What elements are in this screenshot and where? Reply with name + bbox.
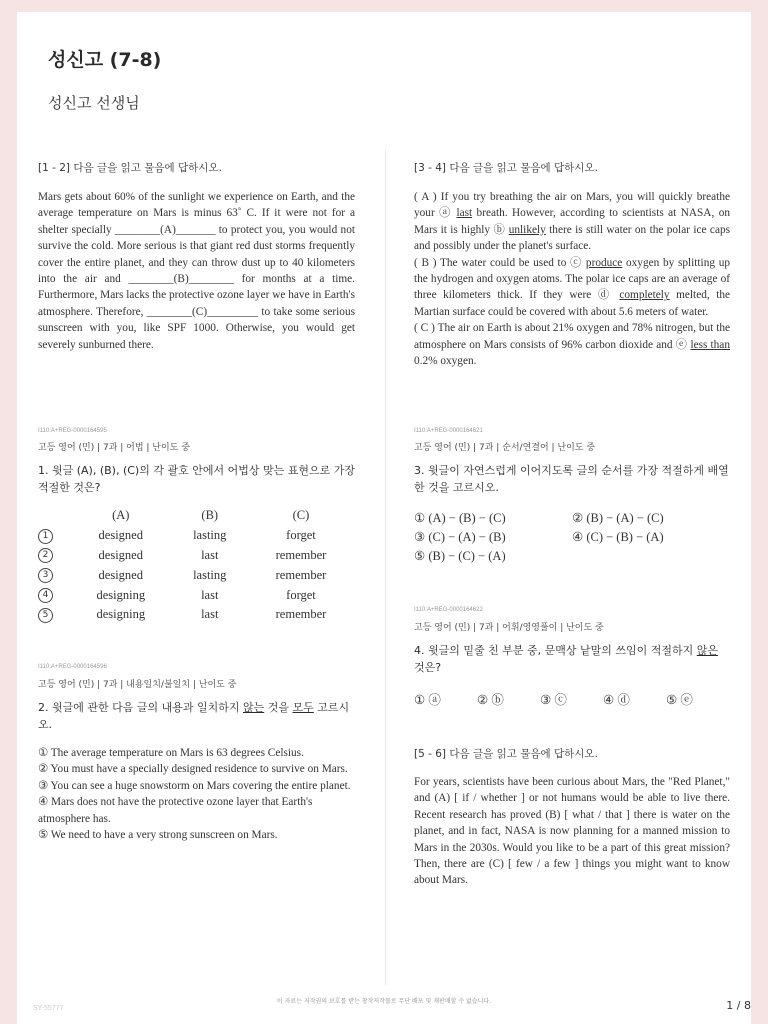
watermark-bottom: SY-55777 (33, 1005, 64, 1012)
question-emphasis: 않는 (243, 701, 265, 714)
q3-option-3[interactable]: ③ (C) − (A) − (B) (414, 530, 506, 544)
option-row-1[interactable] (38, 526, 356, 546)
q4-option-4[interactable]: ④ ⓓ (603, 693, 630, 707)
question-1-meta: 고등 영어 (민) | 7과 | 어법 | 난이도 중 (38, 443, 190, 453)
option-cell: forget (286, 528, 316, 543)
question-4-text (414, 642, 732, 676)
option-row-5[interactable] (38, 605, 356, 625)
passage-text: 0.2% oxygen. (414, 355, 477, 368)
option-number: 4 (38, 588, 53, 603)
underlined-word-b: unlikely (508, 223, 546, 236)
passage-text: melted, the Martian surface could be covered with about 5.6 meters of water. (414, 289, 731, 318)
copyright-notice: 이 자료는 저작권의 보호를 받는 창작저작물로 무단 배포 및 재판매할 수 없습니다. (276, 998, 492, 1005)
question-3-text: 3. 윗글이 자연스럽게 이어지도록 글의 순서를 가장 적절하게 배열한 것을 고르시오. (414, 464, 729, 494)
option-number: 1 (38, 529, 53, 544)
statement-4[interactable]: ④ Mars does not have the protective ozone layer that Earth's atmosphere has. (38, 796, 313, 825)
passage-paragraph-b (414, 255, 730, 321)
question-text-part: 2. 윗글에 관한 다음 글의 내용과 일치하지 (38, 701, 243, 714)
underlined-word-c: produce (585, 256, 623, 269)
question-3-id: I110:A+REG-0000164621 (414, 428, 483, 434)
question-text-part: 고르시오. (38, 701, 350, 731)
q3-option-5[interactable]: ⑤ (B) − (C) − (A) (414, 549, 506, 563)
q4-option-3[interactable]: ③ ⓒ (540, 693, 567, 707)
option-number: 3 (38, 568, 53, 583)
option-number: 5 (38, 608, 53, 623)
marker-e: ⓔ (675, 338, 688, 351)
marker-b: ⓑ (493, 223, 506, 236)
q4-option-5[interactable]: ⑤ ⓔ (666, 693, 693, 707)
passage-text: there is still water on the polar ice caps and possibly under the planet's surface. (414, 223, 730, 253)
statement-5[interactable]: ⑤ We need to have a very strong sunscreen on Mars. (38, 829, 278, 842)
option-cell: last (201, 547, 219, 562)
column-header-a: (A) (112, 508, 130, 523)
option-row-2[interactable] (38, 546, 356, 566)
question-emphasis: 않은 (696, 644, 718, 657)
underlined-word-e: less than (690, 338, 730, 351)
option-cell: forget (286, 587, 316, 602)
question-4-id: I110:A+REG-0000164622 (414, 607, 483, 613)
option-cell: designing (96, 607, 146, 622)
statement-1[interactable]: ① The average temperature on Mars is 63 degrees Celsius. (38, 747, 304, 759)
passage-mars-air (414, 189, 730, 369)
q3-option-2[interactable]: ② (B) − (A) − (C) (572, 511, 664, 525)
option-row-4[interactable] (38, 585, 356, 605)
passage-paragraph-a (414, 189, 730, 255)
option-cell: remember (275, 567, 327, 582)
option-cell: lasting (193, 528, 227, 543)
question-4-meta: 고등 영어 (민) | 7과 | 어휘/영영풀이 | 난이도 중 (414, 623, 604, 633)
passage-red-planet (414, 774, 730, 889)
option-cell: designing (96, 587, 146, 602)
instruction-3-4: [3 - 4] 다음 글을 읽고 물음에 답하시오. (414, 162, 598, 174)
instruction-5-6: [5 - 6] 다음 글을 읽고 물음에 답하시오. (414, 748, 598, 760)
question-text-part: 4. 윗글의 밑줄 친 부분 중, 문맥상 낱말의 쓰임이 적절하지 (414, 644, 697, 657)
passage-text: breath. However, according to scientists at NASA, on Mars it is highly (414, 207, 730, 236)
option-cell: last (201, 587, 219, 602)
q4-option-1[interactable]: ① ⓐ (414, 693, 441, 707)
question-1-text: 1. 윗글 (A), (B), (C)의 각 괄호 안에서 어법상 맞는 표현으로 가장 적절한 것은? (38, 464, 355, 494)
options-header-row (38, 506, 356, 526)
question-2-meta: 고등 영어 (민) | 7과 | 내용일치/불일치 | 난이도 중 (38, 680, 237, 690)
question-2-statements (38, 745, 355, 843)
question-2-id: I110:A+REG-0000164596 (38, 664, 107, 670)
passage-paragraph: For years, scientists have been curious about Mars, the "Red Planet," and (A) [ if / whether ] or not humans would be able to live there. Recent research has proved (B) [ what / that ] there is water on the planet, and in fact, NASA is now planning for a manned mission to Mars in the 2030s. Would you like to be a part of this great mission? Then, there are (C) [ few / a few ] things you might want to know about Mars. (414, 776, 730, 887)
column-header-c: (C) (292, 508, 310, 523)
option-cell: designed (98, 528, 143, 543)
page-number: 1 / 8 (726, 999, 751, 1012)
question-1-id: I110:A+REG-0000164595 (38, 428, 107, 434)
marker-a: ⓐ (439, 207, 453, 220)
question-text-part: 것을 (264, 701, 293, 714)
q4-option-2[interactable]: ② ⓑ (477, 693, 504, 707)
passage-text: ( B ) The water could be used to (414, 256, 571, 269)
option-row-3[interactable] (38, 565, 356, 585)
question-text-part: 것은? (414, 661, 442, 674)
column-header-b: (B) (201, 508, 219, 523)
passage-paragraph-c (414, 320, 730, 369)
passage-paragraph: Mars gets about 60% of the sunlight we experience on Earth, and the average temperature on Mars is minus 63˚ C. If it were not for a shelter specially ________(A)_______ to protect you, you would not survive the cold. More serious is that giant red dust storms frequently cover the entire planet, and they can throw dust up to 40 kilometers into the air and ________(B)________ for months at a time. Furthermore, Mars lacks the protective ozone layer we have in Earth's atmosphere. Therefore, ________(C)_________ to take some serious sunscreen with you, like SPF 1000. Otherwise, you would get severely sunburned there. (38, 191, 355, 351)
column-divider (385, 150, 386, 985)
passage-text: oxygen by splitting up the hydrogen and oxygen atoms. The polar ice caps are an average of three kilometers thick. If they were (414, 256, 730, 302)
option-cell: lasting (193, 567, 227, 582)
question-3-meta: 고등 영어 (민) | 7과 | 순서/연결어 | 난이도 중 (414, 443, 596, 453)
option-number: 2 (38, 548, 53, 563)
page-subtitle: 성신고 선생님 (48, 94, 140, 112)
passage-text: ( A ) If you try breathing the air on Mars, you will quickly breathe your (414, 191, 730, 220)
passage-mars-sunlight (38, 189, 355, 353)
marker-d: ⓓ (597, 289, 613, 302)
question-1-options (38, 506, 356, 625)
option-cell: remember (275, 607, 327, 622)
option-cell: designed (98, 567, 143, 582)
page-header (17, 12, 751, 134)
option-cell: last (201, 607, 219, 622)
option-cell: remember (275, 547, 327, 562)
q3-option-4[interactable]: ④ (C) − (B) − (A) (572, 530, 664, 544)
page-title: 성신고 (7-8) (48, 49, 162, 71)
underlined-word-a: last (456, 207, 473, 220)
question-emphasis: 모두 (292, 701, 314, 714)
instruction-1-2: [1 - 2] 다음 글을 읽고 물음에 답하시오. (38, 162, 222, 174)
underlined-word-d: completely (619, 289, 670, 302)
statement-3[interactable]: ③ You can see a huge snowstorm on Mars covering the entire planet. (38, 779, 351, 792)
question-2-text (38, 699, 356, 733)
option-cell: designed (98, 547, 143, 562)
marker-c: ⓒ (570, 256, 583, 269)
statement-2[interactable]: ② You must have a specially designed residence to survive on Mars. (38, 763, 348, 776)
q3-option-1[interactable]: ① (A) − (B) − (C) (414, 511, 506, 525)
passage-text: ( C ) The air on Earth is about 21% oxygen and 78% nitrogen, but the atmosphere on Mars consists of 96% carbon dioxide and (414, 322, 730, 351)
